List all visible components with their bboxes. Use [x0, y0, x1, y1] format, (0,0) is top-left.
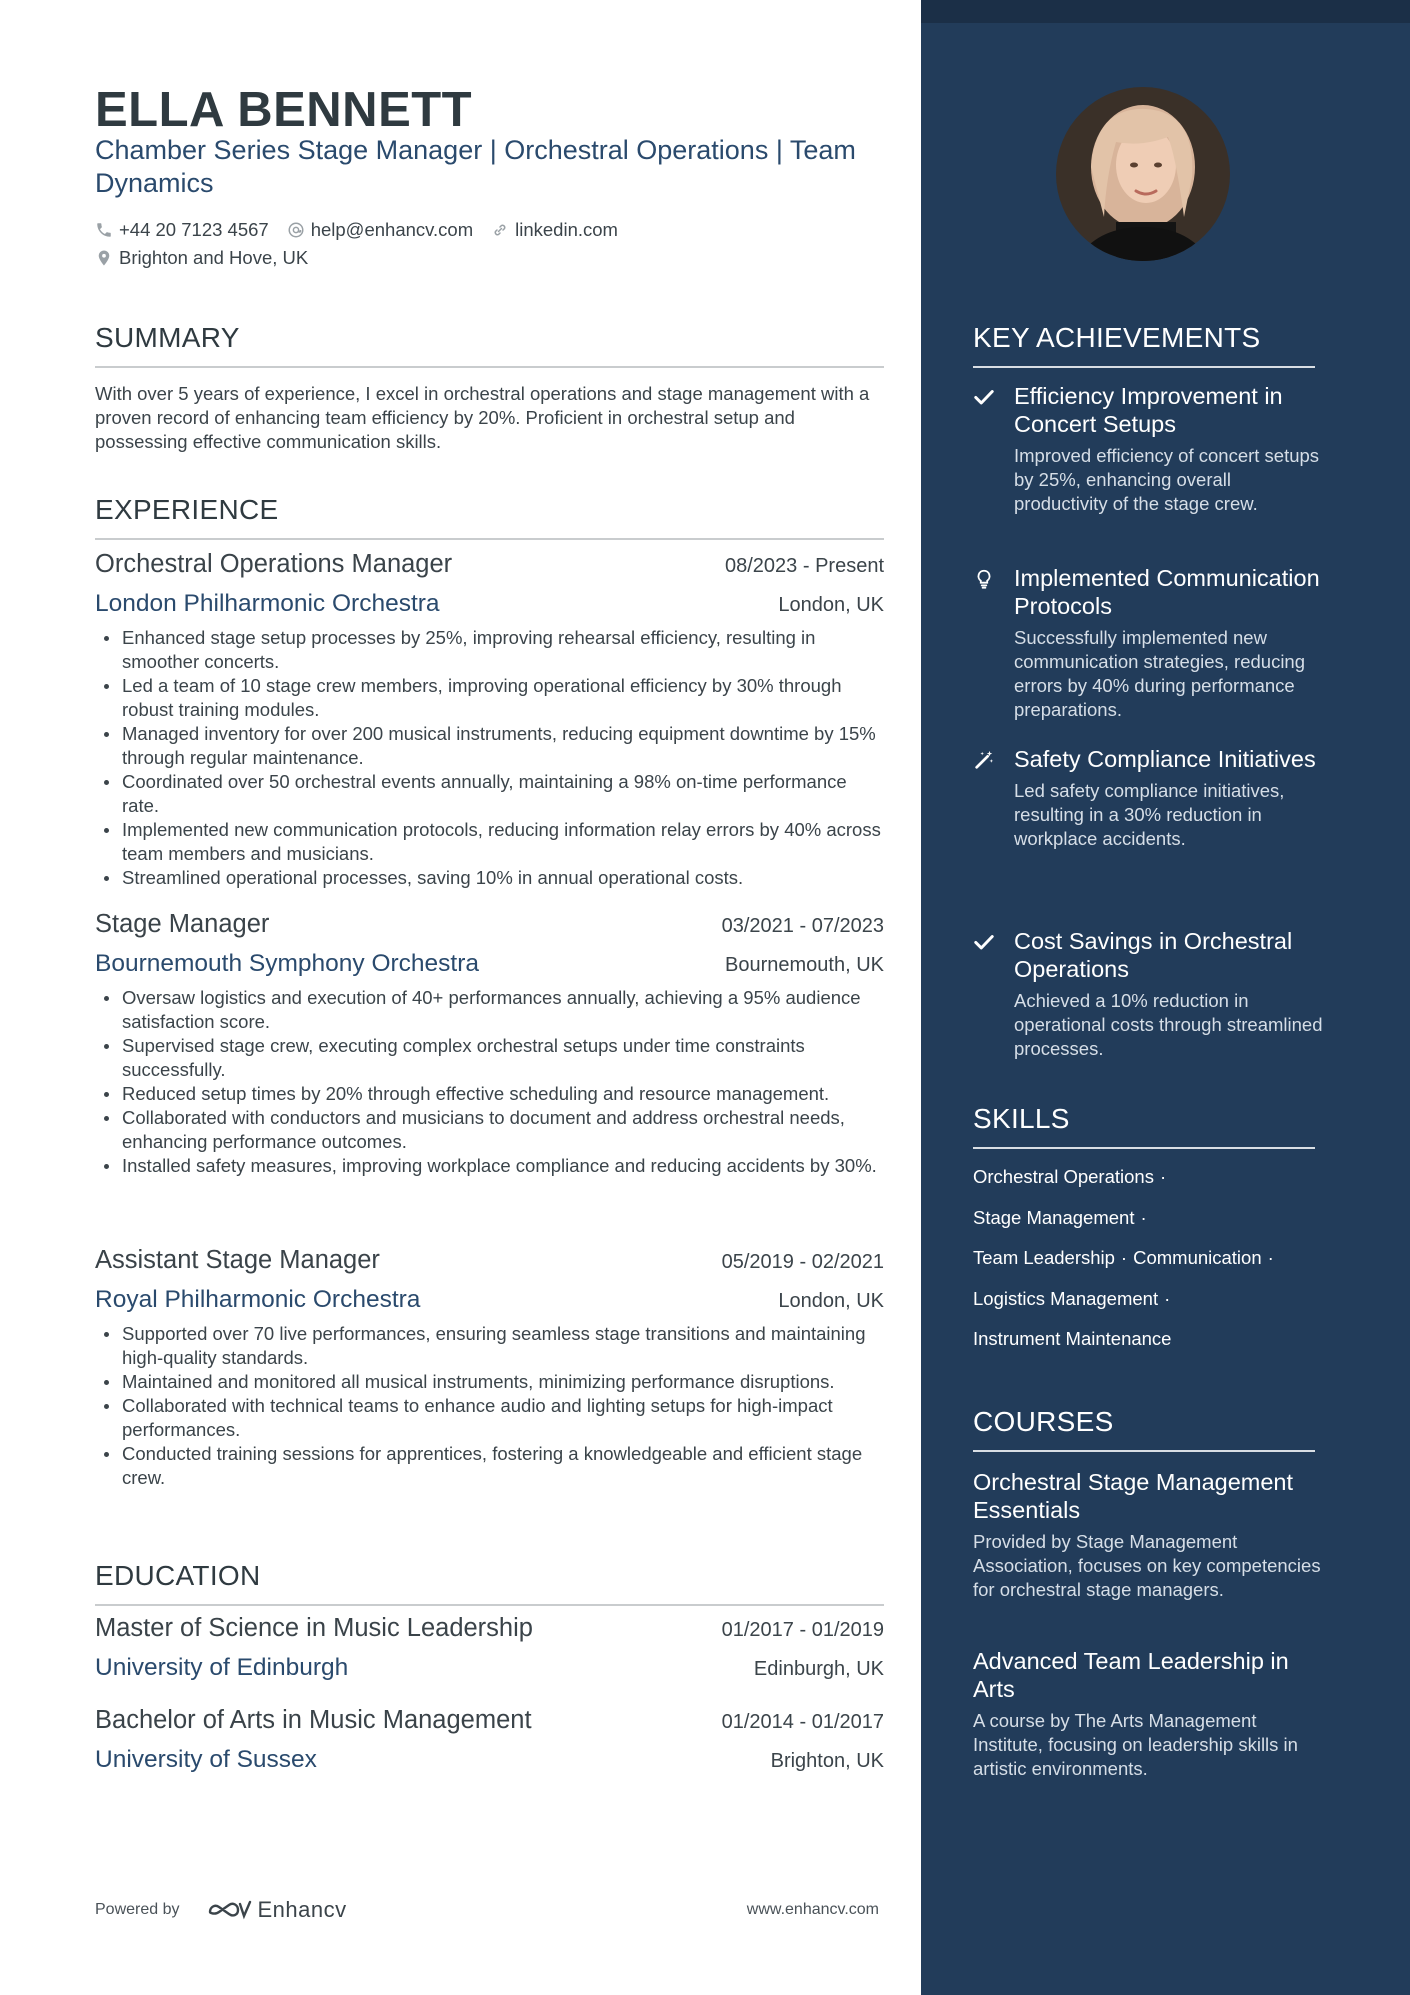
school-location: Edinburgh, UK: [753, 1658, 884, 1680]
job-bullets: [95, 1322, 884, 1490]
job-bullets: [95, 626, 884, 890]
achievement-item: [973, 927, 1323, 1061]
job-bullet: Led a team of 10 stage crew members, improving operational efficiency by 30% through robust training modules.: [95, 674, 884, 722]
skill-tag: Team Leadership: [973, 1247, 1115, 1268]
job-bullet: Implemented new communication protocols, reducing information relay errors by 40% across team members and musicians.: [95, 818, 884, 866]
job-dates: 08/2023 - Present: [725, 555, 884, 577]
email-contact[interactable]: [287, 219, 473, 241]
school-name: University of Sussex: [95, 1746, 317, 1773]
achievement-title: Safety Compliance Initiatives: [1014, 746, 1316, 772]
check-icon: [973, 386, 995, 408]
job-title: Orchestral Operations Manager: [95, 550, 453, 578]
job-bullet: Supervised stage crew, executing complex orchestral setups under time constraints successfully.: [95, 1034, 884, 1082]
at-icon: [287, 221, 305, 239]
lightbulb-icon: [973, 568, 995, 590]
achievements-heading: KEY ACHIEVEMENTS: [973, 322, 1315, 368]
skill-tag: Instrument Maintenance: [973, 1328, 1172, 1349]
skill-tag: Logistics Management: [973, 1287, 1159, 1309]
summary-heading: SUMMARY: [95, 322, 884, 368]
achievement-description: Achieved a 10% reduction in operational costs through streamlined processes.: [1014, 990, 1323, 1059]
email-text: help@enhancv.com: [310, 219, 474, 240]
experience-item: [95, 910, 884, 1178]
skill-separator: ·: [1267, 1247, 1274, 1268]
phone-text: +44 20 7123 4567: [119, 219, 269, 240]
achievement-description: Improved efficiency of concert setups by 25%, enhancing overall productivity of the stage crew.: [1014, 445, 1320, 514]
job-bullets: [95, 986, 884, 1178]
job-bullet: Oversaw logistics and execution of 40+ performances annually, achieving a 95% audience satisfaction score.: [95, 986, 884, 1034]
footer-url[interactable]: www.enhancv.com: [746, 1901, 879, 1918]
achievement-description: Led safety compliance initiatives, resulting in a 30% reduction in workplace accidents.: [1014, 780, 1285, 849]
courses-heading: COURSES: [973, 1406, 1315, 1452]
job-location: London, UK: [778, 1290, 884, 1312]
job-company: London Philharmonic Orchestra: [95, 590, 440, 617]
enhancv-logo-icon: [206, 1898, 254, 1922]
job-bullet: Conducted training sessions for apprentices, fostering a knowledgeable and efficient stage crew.: [95, 1442, 884, 1490]
experience-item: [95, 550, 884, 890]
magic-wand-icon: [973, 749, 995, 771]
job-bullet: Enhanced stage setup processes by 25%, improving rehearsal efficiency, resulting in smoother concerts.: [95, 626, 884, 674]
location-pin-icon: [95, 249, 113, 267]
course-description: A course by The Arts Management Institute, focusing on leadership skills in artistic environments.: [973, 1710, 1298, 1779]
achievement-item: [973, 745, 1323, 851]
education-heading: EDUCATION: [95, 1560, 884, 1606]
link-icon: [491, 221, 509, 239]
achievement-description: Successfully implemented new communication strategies, reducing errors by 40% during performance preparations.: [1014, 627, 1306, 720]
experience-heading: EXPERIENCE: [95, 494, 884, 540]
powered-by: [95, 1897, 347, 1923]
candidate-name: ELLA BENNETT: [95, 83, 473, 137]
education-item: [95, 1706, 884, 1780]
location-contact: [95, 247, 308, 269]
profile-photo: [1056, 87, 1230, 261]
contact-info: [95, 216, 875, 272]
linkedin-text: linkedin.com: [515, 219, 618, 240]
job-bullet: Supported over 70 live performances, ensuring seamless stage transitions and maintaining high-quality standards.: [95, 1322, 884, 1370]
school-name: University of Edinburgh: [95, 1654, 349, 1681]
skills-heading: SKILLS: [973, 1103, 1315, 1149]
skill-tag: Communication: [1133, 1247, 1262, 1268]
job-bullet: Collaborated with technical teams to enhance audio and lighting setups for high-impact performances.: [95, 1394, 884, 1442]
experience-item: [95, 1246, 884, 1490]
footer: [95, 1895, 884, 1925]
achievement-item: [973, 382, 1323, 516]
powered-by-label: Powered by: [95, 1901, 180, 1918]
course-description: Provided by Stage Management Association, focuses on key competencies for orchestral stage managers.: [973, 1531, 1321, 1600]
degree-title: Master of Science in Music Leadership: [95, 1614, 533, 1642]
course-title: Advanced Team Leadership in Arts: [973, 1648, 1289, 1702]
enhancv-brand-text: Enhancv: [257, 1897, 347, 1922]
achievement-title: Cost Savings in Orchestral Operations: [1014, 928, 1293, 982]
skill-tag: Stage Management: [973, 1206, 1135, 1228]
job-company: Royal Philharmonic Orchestra: [95, 1286, 421, 1313]
skill-separator: ·: [1140, 1206, 1147, 1228]
school-location: Brighton, UK: [770, 1750, 884, 1772]
skills-list: [973, 1160, 1315, 1363]
course-item: [973, 1647, 1323, 1781]
candidate-headline: Chamber Series Stage Manager | Orchestral Operations | Team Dynamics: [95, 135, 856, 198]
achievement-title: Efficiency Improvement in Concert Setups: [1014, 383, 1283, 437]
profile-photo-image: [1056, 87, 1230, 261]
check-icon: [973, 931, 995, 953]
linkedin-contact[interactable]: [491, 219, 618, 241]
education-dates: 01/2017 - 01/2019: [721, 1619, 884, 1641]
job-title: Stage Manager: [95, 910, 270, 938]
enhancv-logo[interactable]: [206, 1897, 347, 1923]
job-bullet: Reduced setup times by 20% through effective scheduling and resource management.: [95, 1082, 884, 1106]
job-bullet: Streamlined operational processes, saving 10% in annual operational costs.: [95, 866, 884, 890]
sidebar-top-bar: [921, 0, 1410, 23]
job-location: Bournemouth, UK: [725, 954, 884, 976]
job-bullet: Installed safety measures, improving workplace compliance and reducing accidents by 30%.: [95, 1154, 884, 1178]
achievement-title: Implemented Communication Protocols: [1014, 565, 1320, 619]
phone-icon: [95, 221, 113, 239]
job-company: Bournemouth Symphony Orchestra: [95, 950, 480, 977]
course-title: Orchestral Stage Management Essentials: [973, 1469, 1294, 1523]
job-bullet: Collaborated with conductors and musicians to document and address orchestral needs, enhancing performance outcomes.: [95, 1106, 884, 1154]
job-bullet: Coordinated over 50 orchestral events annually, maintaining a 98% on-time performance rate.: [95, 770, 884, 818]
job-dates: 03/2021 - 07/2023: [721, 915, 884, 937]
phone-contact[interactable]: [95, 219, 269, 241]
skill-tag: Orchestral Operations: [973, 1166, 1154, 1187]
job-title: Assistant Stage Manager: [95, 1246, 380, 1274]
achievement-item: [973, 564, 1323, 722]
education-dates: 01/2014 - 01/2017: [721, 1711, 884, 1733]
skill-separator: ·: [1159, 1166, 1167, 1187]
summary-text: With over 5 years of experience, I excel in orchestral operations and stage management with a proven record of enhancing team efficiency by 20%. Proficient in orchestral setup and possessing effective communication skills.: [95, 383, 870, 452]
job-location: London, UK: [778, 594, 884, 616]
location-text: Brighton and Hove, UK: [119, 247, 309, 268]
course-item: [973, 1468, 1323, 1602]
job-dates: 05/2019 - 02/2021: [721, 1251, 884, 1273]
job-bullet: Maintained and monitored all musical instruments, minimizing performance disruptions.: [95, 1370, 884, 1394]
skill-separator: ·: [1120, 1247, 1128, 1268]
skill-separator: ·: [1164, 1287, 1171, 1309]
education-item: [95, 1614, 884, 1688]
degree-title: Bachelor of Arts in Music Management: [95, 1706, 532, 1734]
job-bullet: Managed inventory for over 200 musical instruments, reducing equipment downtime by 15% through regular maintenance.: [95, 722, 884, 770]
